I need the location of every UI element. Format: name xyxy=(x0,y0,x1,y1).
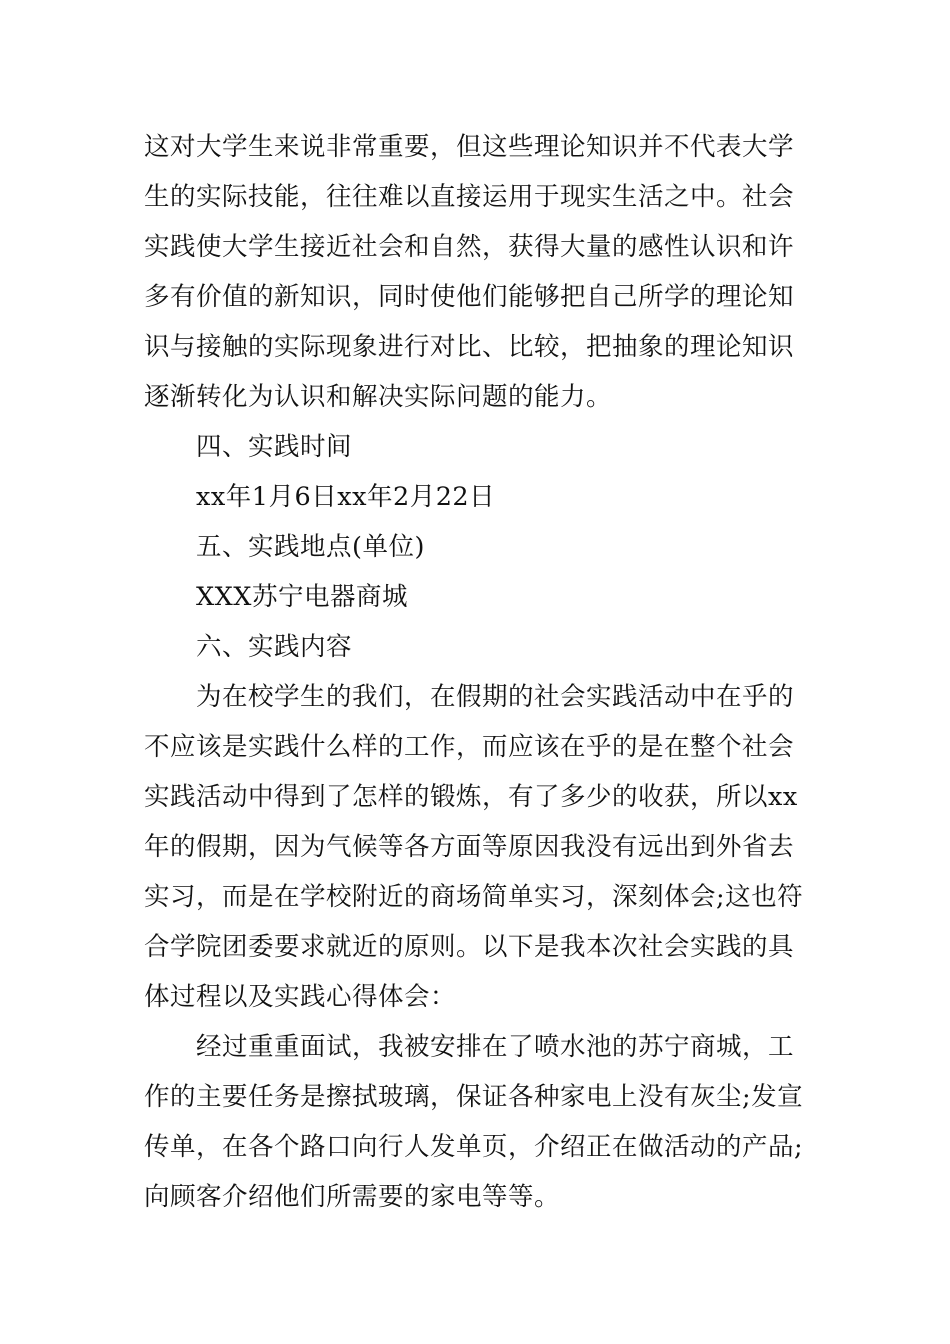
text-line: 实践使大学生接近社会和自然，获得大量的感性认识和许 xyxy=(144,232,795,262)
text-line: 传单，在各个路口向行人发单页，介绍正在做活动的产品; xyxy=(144,1132,804,1162)
text-line: 识与接触的实际现象进行对比、比较，把抽象的理论知识 xyxy=(144,332,795,362)
paragraph-practice-significance xyxy=(144,122,814,422)
text-line: 实习，而是在学校附近的商场简单实习，深刻体会;这也符 xyxy=(144,882,804,912)
text-line: 作的主要任务是擦拭玻璃，保证各种家电上没有灰尘;发宣 xyxy=(144,1082,804,1112)
text-line: 合学院团委要求就近的原则。以下是我本次社会实践的具 xyxy=(144,932,795,962)
section-heading-practice-location: 五、实践地点(单位) xyxy=(196,532,425,562)
document-body xyxy=(144,122,814,1222)
text-line: 逐渐转化为认识和解决实际问题的能力。 xyxy=(144,382,613,412)
paragraph-job-description xyxy=(144,1022,814,1222)
practice-location-value: XXX苏宁电器商城 xyxy=(196,582,408,612)
text-line: 不应该是实践什么样的工作，而应该在乎的是在整个社会 xyxy=(144,732,795,762)
text-line: 实践活动中得到了怎样的锻炼，有了多少的收获，所以xx xyxy=(144,782,798,812)
text-line: 经过重重面试，我被安排在了喷水池的苏宁商城，工 xyxy=(196,1032,795,1062)
text-line: 生的实际技能，往往难以直接运用于现实生活之中。社会 xyxy=(144,182,795,212)
text-line: 多有价值的新知识，同时使他们能够把自己所学的理论知 xyxy=(144,282,795,312)
text-line: 体过程以及实践心得体会： xyxy=(144,982,457,1012)
text-line: 向顾客介绍他们所需要的家电等等。 xyxy=(144,1182,561,1212)
section-heading-practice-content: 六、实践内容 xyxy=(196,632,353,662)
paragraph-practice-content-intro xyxy=(144,672,814,1022)
practice-time-value: xx年1月6日xx年2月22日 xyxy=(196,482,496,512)
text-line: 这对大学生来说非常重要，但这些理论知识并不代表大学 xyxy=(144,132,795,162)
section-heading-practice-time: 四、实践时间 xyxy=(196,432,353,462)
text-line: 年的假期，因为气候等各方面等原因我没有远出到外省去 xyxy=(144,832,795,862)
text-line: 为在校学生的我们，在假期的社会实践活动中在乎的 xyxy=(196,682,795,712)
